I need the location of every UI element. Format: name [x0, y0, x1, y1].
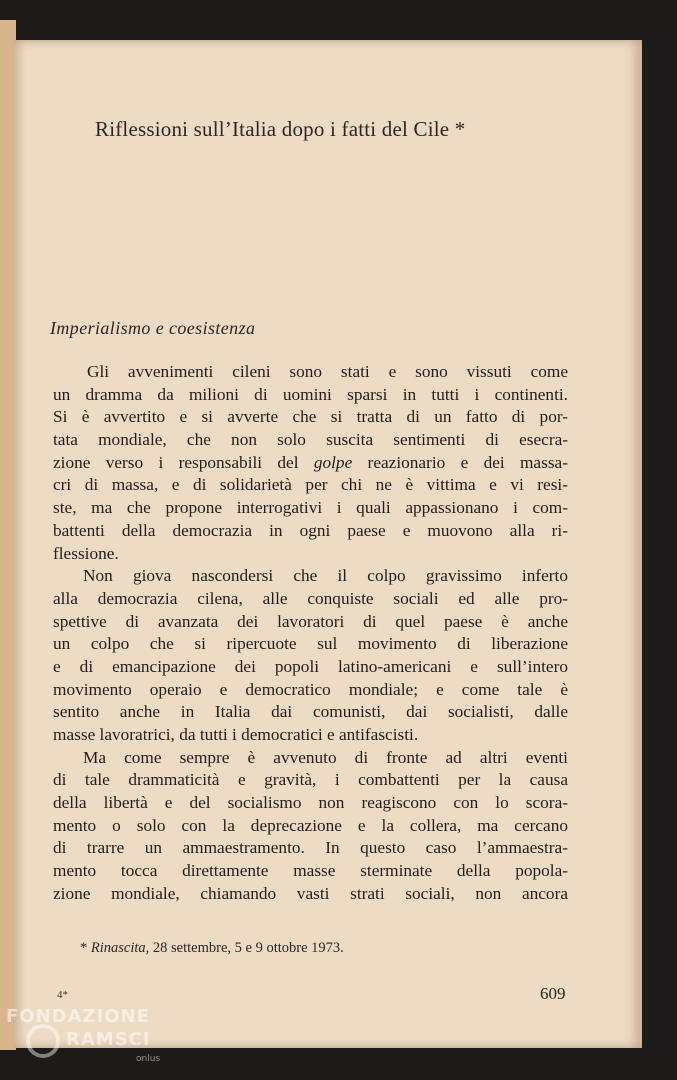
text-line: Si è avvertito e si avverte che si tratta di un fatto di por-: [53, 407, 568, 427]
text-line: e di emancipazione dei popoli latino-americani e sull’intero: [53, 656, 568, 676]
footnote-source: Rinascita,: [90, 940, 150, 956]
watermark-sub: onlus: [136, 1054, 161, 1064]
text-line: flessione.: [53, 543, 119, 563]
text-line: di trarre un ammaestramento. In questo caso l’ammaestra-: [53, 838, 568, 858]
page-number: 609: [540, 984, 566, 1003]
signature-mark: 4*: [57, 989, 68, 1001]
text-line: tata mondiale, che non solo suscita sentimenti di esecra-: [53, 430, 568, 450]
text-line: Gli avvenimenti cileni sono stati e sono vissuti come: [87, 362, 568, 381]
text-line: Non giova nascondersi che il colpo gravissimo inferto: [83, 566, 568, 586]
text-line: mento tocca direttamente masse sterminate della popola-: [53, 861, 568, 881]
text-line: spettive di avanzata dei lavoratori di quel paese è anche: [53, 611, 568, 631]
chapter-title: Riflessioni sull’Italia dopo i fatti del Cile *: [95, 117, 466, 141]
text-line: un colpo che si ripercuote sul movimento di liberazione: [53, 634, 568, 654]
footnote-dates: 28 settembre, 5 e 9 ottobre 1973.: [152, 940, 344, 956]
footnote: [80, 940, 344, 957]
watermark-line2: RAMSCI: [66, 1029, 151, 1050]
text-line: movimento operaio e democratico mondiale; e come tale è: [53, 679, 568, 699]
text-line: zione mondiale, chiamando vasti strati sociali, non ancora: [53, 883, 568, 903]
text-line: cri di massa, e di solidarietà per chi ne è vittima e vi resi-: [53, 475, 568, 495]
text-line: Ma come sempre è avvenuto di fronte ad altri eventi: [83, 747, 568, 767]
watermark-logo-icon: [26, 1024, 60, 1058]
text-line: un dramma da milioni di uomini sparsi in tutti i continenti.: [53, 384, 568, 404]
text-line: zione verso i responsabili del golpe reazionario e dei massa-: [53, 452, 568, 472]
text-line: alla democrazia cilena, alle conquiste sociali ed alle pro-: [53, 588, 568, 608]
text-line: di tale drammaticità e gravità, i combattenti per la causa: [53, 770, 568, 790]
watermark-line1: FONDAZIONE: [6, 1006, 150, 1027]
text-line: ste, ma che propone interrogativi i quali appassionano i com-: [53, 498, 568, 518]
text-line: della libertà e del socialismo non reagiscono con lo scora-: [53, 793, 568, 813]
text-line: battenti della democrazia in ogni paese e muovono alla ri-: [53, 520, 568, 540]
section-heading: Imperialismo e coesistenza: [50, 318, 256, 338]
text-line: sentito anche in Italia dai comunisti, dai socialisti, dalle: [53, 702, 568, 722]
footnote-marker: *: [80, 940, 88, 956]
body-text: [53, 361, 568, 906]
text-line: mento o solo con la deprecazione e la collera, ma cercano: [53, 815, 568, 835]
text-line: masse lavoratrici, da tutti i democratici e antifascisti.: [53, 725, 419, 744]
